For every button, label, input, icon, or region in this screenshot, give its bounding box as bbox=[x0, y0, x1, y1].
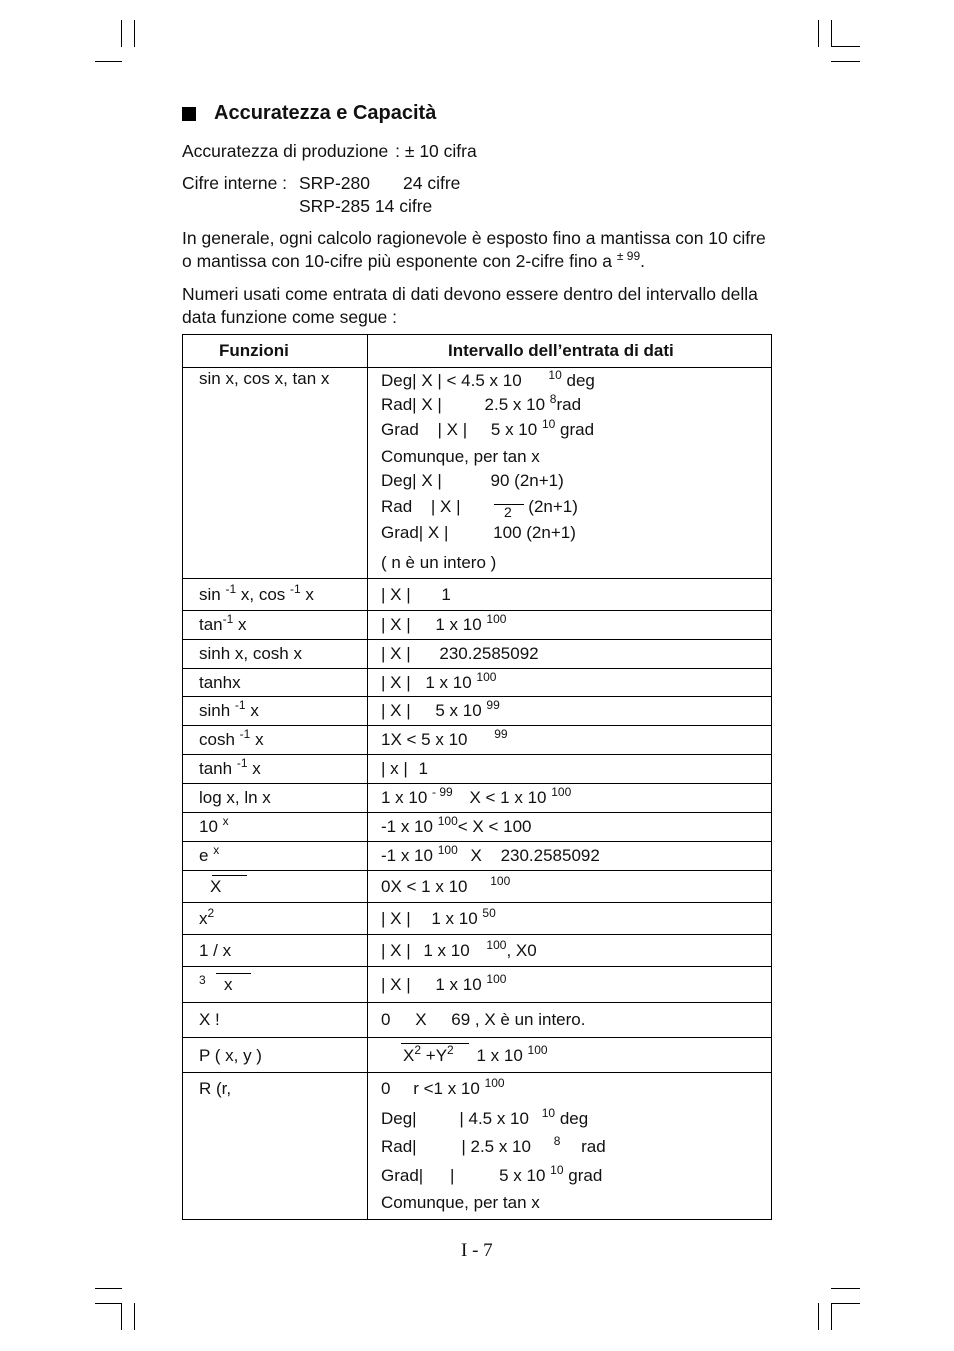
digits-model1: SRP-280 bbox=[299, 173, 371, 193]
table-rule bbox=[182, 870, 772, 871]
range-text: 0 bbox=[381, 1079, 391, 1098]
tan-rad-range bbox=[381, 497, 578, 517]
exponent: -1 bbox=[239, 727, 251, 741]
sinh-function: sinh x, cosh x bbox=[199, 644, 302, 663]
section-heading: Accuratezza e Capacità bbox=[214, 102, 437, 124]
range-value: 69 , X è un intero. bbox=[451, 1010, 586, 1029]
table-rule bbox=[182, 1037, 772, 1038]
func-text: x bbox=[252, 759, 261, 778]
rect-rad-range bbox=[381, 1134, 606, 1157]
exponent: 100 bbox=[486, 972, 507, 986]
range-value: 230.2585092 bbox=[439, 644, 539, 663]
range-text: Deg| X | bbox=[381, 471, 442, 490]
exponent: 8 bbox=[553, 1134, 561, 1148]
exponent: x bbox=[213, 843, 220, 857]
range-value: 90 (2n+1) bbox=[490, 471, 564, 490]
range-text: +Y bbox=[425, 1046, 448, 1065]
range-text: Rad| bbox=[381, 1137, 417, 1156]
func-text: sin bbox=[199, 585, 221, 604]
exponent: -1 bbox=[225, 582, 237, 596]
range-value: 5 x 10 bbox=[490, 420, 538, 439]
range-value: X bbox=[470, 846, 482, 865]
trig-function: sin x, cos x, tan x bbox=[199, 369, 330, 388]
exponent: ± 99 bbox=[616, 249, 641, 263]
table-rule bbox=[182, 1002, 772, 1003]
exponent: 2 bbox=[447, 1043, 454, 1057]
square-range bbox=[381, 906, 496, 929]
range-value: 1 x 10 bbox=[476, 1046, 523, 1065]
range-text: Deg| X | < 4.5 x 10 bbox=[381, 371, 522, 390]
crop-mark bbox=[831, 1288, 860, 1289]
func-text: e bbox=[199, 846, 209, 865]
factorial-function: X ! bbox=[199, 1010, 220, 1029]
exponent: 10 bbox=[541, 1106, 556, 1120]
table-rule bbox=[182, 367, 772, 368]
range-text: | x | bbox=[381, 759, 408, 778]
exponent: -1 bbox=[290, 582, 301, 596]
radical-bar bbox=[216, 973, 251, 974]
exponent: 8 bbox=[549, 392, 557, 406]
rect-radius-range bbox=[381, 1076, 505, 1099]
func-text: sinh bbox=[199, 701, 231, 720]
accuracy-line bbox=[182, 141, 477, 162]
func-text: cosh bbox=[199, 730, 235, 749]
func-text: tanh bbox=[199, 759, 233, 778]
range-text: Rad| X | bbox=[381, 395, 442, 414]
digits-model2: SRP-285 14 cifre bbox=[299, 196, 433, 216]
fraction-denominator: 2 bbox=[504, 504, 512, 520]
crop-mark bbox=[134, 20, 135, 47]
accuracy-sep: : bbox=[395, 141, 400, 161]
exp-range bbox=[381, 843, 600, 866]
range-text: | X | bbox=[381, 644, 411, 663]
range-text: | X | bbox=[381, 701, 411, 720]
exponent: -1 bbox=[236, 756, 248, 770]
exponent: - 99 bbox=[432, 785, 453, 799]
exponent: 100 bbox=[437, 814, 458, 828]
crop-mark bbox=[121, 20, 122, 47]
tan-deg-range bbox=[381, 471, 564, 491]
range-value: 1 bbox=[418, 759, 428, 778]
atan-range bbox=[381, 612, 507, 635]
range-value: 5 x 10 bbox=[435, 701, 482, 720]
table-rule bbox=[182, 668, 772, 669]
func-text: x bbox=[305, 585, 314, 604]
range-value: 1 x 10 bbox=[423, 941, 470, 960]
range-text: | X | bbox=[381, 941, 411, 960]
table-rule bbox=[182, 1072, 772, 1073]
rect-however: Comunque, per tan x bbox=[381, 1193, 540, 1212]
trig-however: Comunque, per tan x bbox=[381, 447, 540, 466]
crop-mark bbox=[831, 1303, 860, 1304]
func-text: x bbox=[238, 615, 247, 634]
unit-text: rad bbox=[581, 1137, 606, 1156]
cbrt-function: x bbox=[224, 975, 233, 994]
factorial-range bbox=[381, 1010, 585, 1030]
table-rule bbox=[182, 902, 772, 903]
table-rule bbox=[182, 754, 772, 755]
exponent: 100 bbox=[527, 1043, 548, 1057]
rect-deg-range bbox=[381, 1106, 589, 1129]
accuracy-value: ± 10 cifra bbox=[404, 141, 477, 161]
crop-mark bbox=[121, 1303, 122, 1330]
polar-range bbox=[403, 1043, 548, 1066]
range-text: Grad bbox=[381, 420, 419, 439]
log-range bbox=[381, 785, 572, 808]
section-bullet bbox=[182, 107, 196, 121]
range-value: 100 (2n+1) bbox=[493, 523, 576, 542]
atanh-range bbox=[381, 759, 428, 779]
range-value: 1 x 10 bbox=[435, 975, 482, 994]
rect-function: R (r, bbox=[199, 1079, 232, 1098]
sinh-range bbox=[381, 644, 539, 664]
table-rule bbox=[182, 783, 772, 784]
range-value: 1 x 10 bbox=[431, 909, 478, 928]
crop-mark bbox=[134, 1303, 135, 1330]
range-text: Grad| bbox=[381, 1166, 424, 1185]
asinh-range bbox=[381, 698, 500, 721]
range-text: | X | bbox=[381, 585, 411, 604]
trig-grad-range bbox=[381, 417, 595, 440]
crop-mark bbox=[818, 20, 819, 47]
paragraph-1-line-2 bbox=[182, 251, 645, 272]
unit-text: grad bbox=[568, 1166, 603, 1185]
exponent: 99 bbox=[486, 698, 500, 712]
range-text: 0 bbox=[381, 1010, 391, 1029]
exponent: 100 bbox=[551, 785, 572, 799]
range-text: | X | bbox=[381, 615, 411, 634]
digits-label: Cifre interne : bbox=[182, 173, 288, 193]
exponent: -1 bbox=[234, 698, 246, 712]
range-abs: | X | bbox=[430, 497, 461, 516]
range-value: 1 x 10 bbox=[425, 673, 472, 692]
radical-bar bbox=[212, 875, 247, 876]
digits-model1-value: 24 cifre bbox=[403, 173, 461, 193]
unit-text: rad bbox=[556, 395, 582, 414]
func-text: x bbox=[199, 909, 208, 928]
table-rule bbox=[182, 812, 772, 813]
crop-mark bbox=[831, 20, 832, 47]
range-text: | X | bbox=[381, 909, 411, 928]
exponent: 100 bbox=[490, 874, 511, 888]
exponent: 100 bbox=[486, 938, 507, 952]
range-text: 1 x 10 bbox=[381, 788, 428, 807]
exponent: -1 bbox=[222, 612, 234, 626]
table-rule bbox=[182, 934, 772, 935]
table-rule bbox=[182, 578, 772, 579]
exponent: 100 bbox=[437, 843, 458, 857]
page-number: I - 7 bbox=[461, 1240, 493, 1261]
range-text: 1X < 5 x 10 bbox=[381, 730, 468, 749]
paragraph-1-line-1: In generale, ogni calcolo ragionevole è esposto fino a mantissa con 10 cifre bbox=[182, 228, 766, 248]
func-text: tan bbox=[199, 615, 223, 634]
range-value: r <1 x 10 bbox=[413, 1079, 480, 1098]
range-value: < X < 100 bbox=[457, 817, 532, 836]
exponent: 100 bbox=[484, 1076, 505, 1090]
period: . bbox=[640, 251, 645, 271]
range-value: 2.5 x 10 bbox=[484, 395, 546, 414]
range-value: | bbox=[449, 1166, 455, 1185]
range-value: X bbox=[415, 1010, 427, 1029]
acosh-range bbox=[381, 727, 508, 750]
range-text: X bbox=[403, 1046, 415, 1065]
atanh-function bbox=[199, 756, 261, 779]
accuracy-label: Accuratezza di produzione bbox=[182, 141, 389, 161]
unit-text: deg bbox=[559, 1109, 589, 1128]
range-text: -1 x 10 bbox=[381, 846, 433, 865]
crop-mark bbox=[831, 46, 860, 47]
trig-deg-range bbox=[381, 368, 595, 391]
exponent: 10 bbox=[541, 417, 556, 431]
reciprocal-function: 1 / x bbox=[199, 941, 232, 960]
range-value: | 2.5 x 10 bbox=[461, 1137, 531, 1156]
radical-bar bbox=[401, 1043, 469, 1044]
exponent: 10 bbox=[548, 368, 562, 382]
exponent: 100 bbox=[476, 670, 497, 684]
reciprocal-range bbox=[381, 938, 537, 961]
table-rule bbox=[182, 841, 772, 842]
range-text: Grad| X | bbox=[381, 523, 449, 542]
range-abs: | X | bbox=[437, 420, 468, 439]
range-value: (2n+1) bbox=[528, 497, 578, 516]
sqrt-range bbox=[381, 874, 511, 897]
table-rule bbox=[182, 639, 772, 640]
range-text: | X | bbox=[381, 975, 411, 994]
paragraph-1-text: o mantissa con 10-cifre più esponente con 2-cifre fino a bbox=[182, 251, 612, 271]
exponent: 99 bbox=[494, 727, 508, 741]
range-value: , X0 bbox=[506, 941, 537, 960]
exponent: 2 bbox=[414, 1043, 422, 1057]
range-text: | X | bbox=[381, 673, 411, 692]
exponent: 100 bbox=[486, 612, 507, 626]
table-rule bbox=[182, 725, 772, 726]
paragraph-2-line-2: data funzione come segue : bbox=[182, 307, 398, 327]
table-column-divider bbox=[367, 334, 368, 1220]
exponent: x bbox=[222, 814, 229, 828]
exponent: 2 bbox=[207, 906, 215, 920]
exponent: 10 bbox=[550, 1163, 564, 1177]
crop-mark bbox=[95, 61, 122, 62]
range-value: 1 bbox=[441, 585, 451, 604]
cbrt-index: 3 bbox=[199, 973, 206, 987]
tanh-range bbox=[381, 670, 497, 693]
range-value: 230.2585092 bbox=[500, 846, 600, 865]
crop-mark bbox=[95, 1303, 122, 1304]
square-function bbox=[199, 906, 215, 929]
polar-function: P ( x, y ) bbox=[199, 1046, 262, 1065]
table-rule bbox=[182, 610, 772, 611]
range-value: | 4.5 x 10 bbox=[459, 1109, 529, 1128]
range-value: 5 x 10 bbox=[499, 1166, 546, 1185]
pow10-function bbox=[199, 814, 229, 837]
sqrt-function: X bbox=[210, 877, 222, 896]
tan-grad-range bbox=[381, 523, 576, 543]
range-text: Rad bbox=[381, 497, 413, 516]
table-rule bbox=[182, 696, 772, 697]
crop-mark bbox=[831, 61, 860, 62]
func-text: x bbox=[250, 701, 259, 720]
range-value: 1 x 10 bbox=[435, 615, 482, 634]
crop-mark bbox=[818, 1303, 819, 1330]
asin-range bbox=[381, 585, 451, 605]
asin-function bbox=[199, 582, 314, 605]
log-function: log x, ln x bbox=[199, 788, 271, 807]
trig-rad-range bbox=[381, 392, 582, 415]
cbrt-range bbox=[381, 972, 507, 995]
pow10-range bbox=[381, 814, 532, 837]
exp-function bbox=[199, 843, 220, 866]
table-rule bbox=[182, 966, 772, 967]
func-text: 10 bbox=[199, 817, 218, 836]
func-text: x bbox=[255, 730, 264, 749]
func-text: x, cos bbox=[240, 585, 286, 604]
unit-text: deg bbox=[566, 371, 595, 390]
crop-mark bbox=[95, 1288, 122, 1289]
paragraph-2-line-1: Numeri usati come entrata di dati devono essere dentro del intervallo della bbox=[182, 284, 758, 304]
range-text: -1 x 10 bbox=[381, 817, 433, 836]
tanh-function: tanhx bbox=[199, 673, 241, 692]
table-header-range: Intervallo dell’entrata di dati bbox=[448, 341, 674, 360]
exponent: 50 bbox=[482, 906, 496, 920]
integer-note: ( n è un intero ) bbox=[381, 553, 497, 572]
crop-mark bbox=[831, 1303, 832, 1330]
asinh-function bbox=[199, 698, 259, 721]
rect-grad-range bbox=[381, 1163, 603, 1186]
atan-function bbox=[199, 612, 247, 635]
table-header-functions: Funzioni bbox=[219, 341, 289, 360]
acosh-function bbox=[199, 727, 264, 750]
unit-text: grad bbox=[560, 420, 595, 439]
range-text: 0X < 1 x 10 bbox=[381, 877, 468, 896]
range-value: X < 1 x 10 bbox=[469, 788, 547, 807]
range-text: Deg| bbox=[381, 1109, 417, 1128]
